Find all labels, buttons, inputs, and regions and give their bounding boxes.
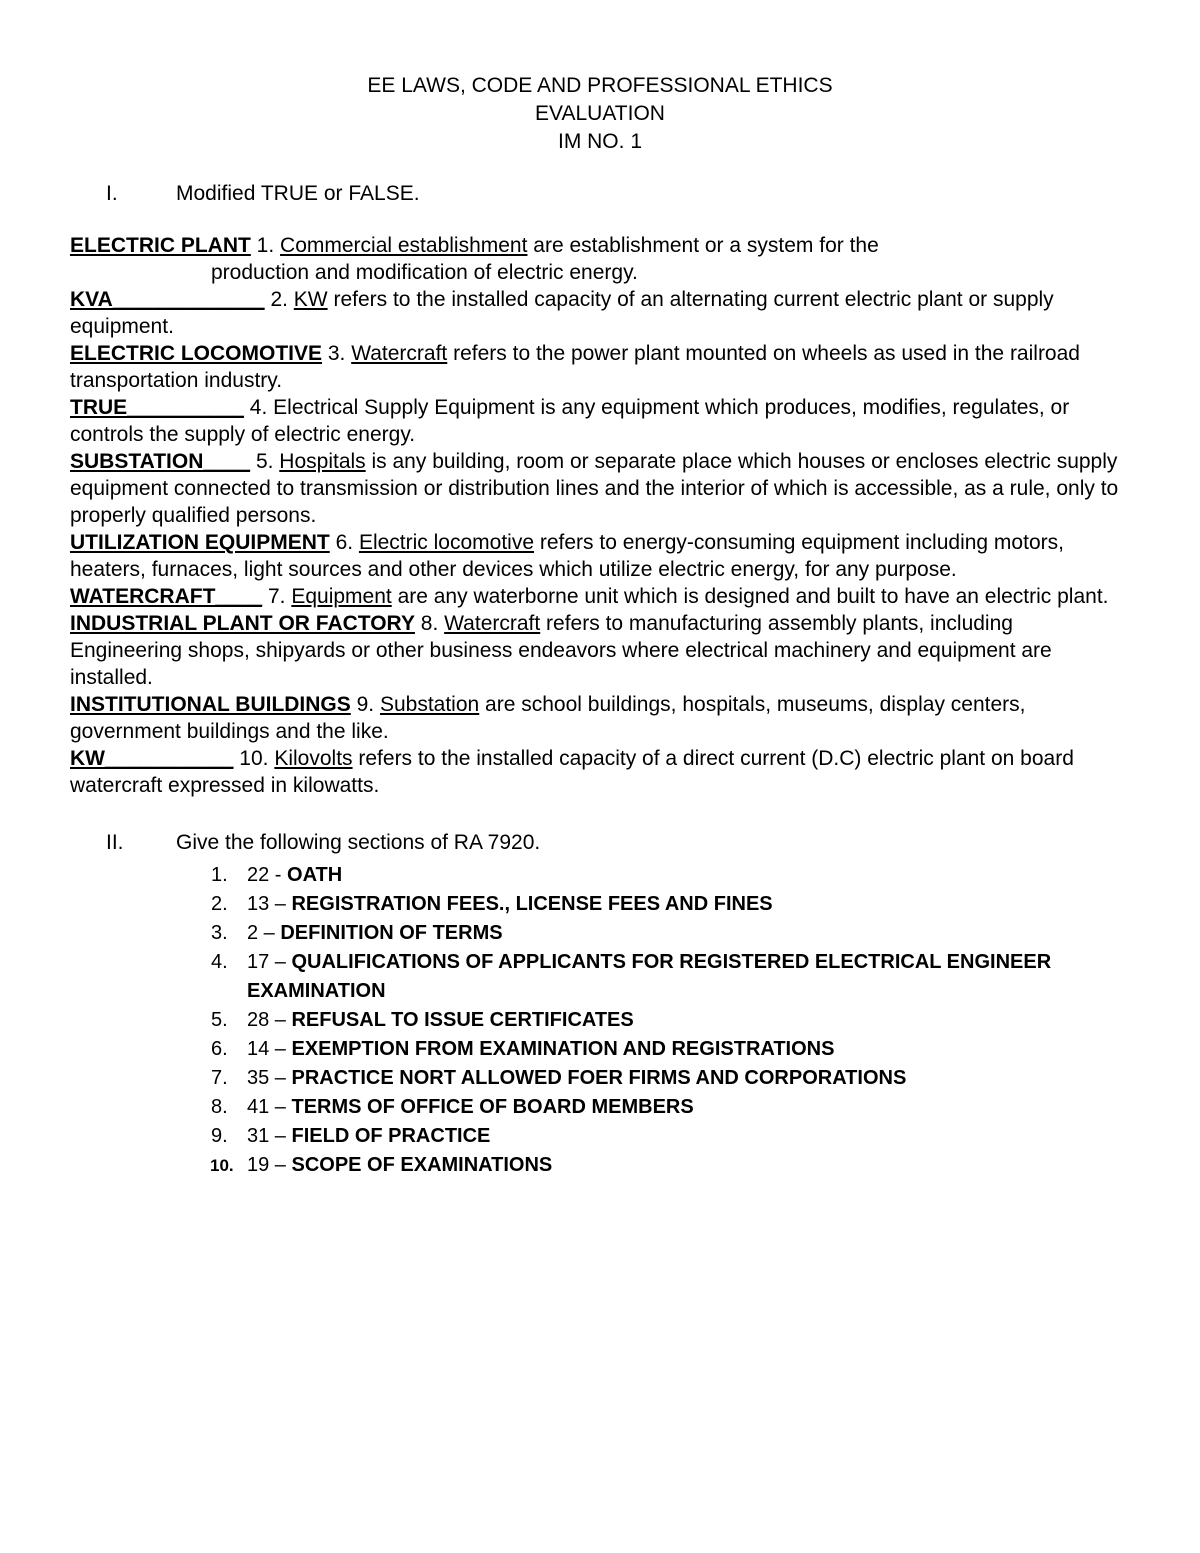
list-item-number: 7. [211, 1067, 228, 1089]
tf-answer: SUBSTATION____ [70, 450, 251, 473]
tf-item [70, 529, 1130, 583]
list-item-number: 2. [211, 893, 228, 915]
section-title: FIELD OF PRACTICE [291, 1125, 491, 1147]
ra7920-sections-list [70, 861, 1130, 1180]
tf-answer: ELECTRIC PLANT [70, 234, 251, 257]
list-item-number: 6. [211, 1038, 228, 1060]
list-item [70, 1035, 1130, 1064]
tf-term: Hospitals [279, 450, 366, 473]
tf-number: 10. [233, 747, 275, 770]
list-item [70, 1093, 1130, 1122]
section-title: PRACTICE NORT ALLOWED FOER FIRMS AND CORPORATIONS [291, 1067, 907, 1089]
tf-number: 6. [329, 531, 359, 554]
list-item [70, 890, 1130, 919]
section-code: 2 – [247, 922, 281, 944]
section-2-numeral: II. [106, 831, 124, 854]
tf-statement: is any building, room or separate place which houses or encloses electric supply equipment connected to transmission or distribution lines and the interior of which is accessible, as a rule, only to properly qualified persons. [70, 450, 1119, 527]
tf-answer: TRUE__________ [70, 396, 244, 419]
tf-answer: INDUSTRIAL PLANT OR FACTORY [70, 612, 415, 635]
tf-item [70, 610, 1130, 691]
tf-statement: Electrical Supply Equipment is any equipment which produces, modifies, regulates, or controls the supply of electric energy. [70, 396, 1070, 446]
tf-number: 2. [264, 288, 294, 311]
section-title: REFUSAL TO ISSUE CERTIFICATES [291, 1009, 634, 1031]
section-2-title: Give the following sections of RA 7920. [176, 831, 541, 854]
tf-item [70, 691, 1130, 745]
section-code: 19 – [247, 1154, 292, 1176]
tf-term: Commercial establishment [280, 234, 528, 257]
tf-answer: KW___________ [70, 747, 234, 770]
tf-statement: are establishment or a system for the [527, 234, 879, 257]
list-item [70, 1006, 1130, 1035]
tf-item [70, 745, 1130, 799]
section-title: EXEMPTION FROM EXAMINATION AND REGISTRATIONS [291, 1038, 835, 1060]
section-code: 17 – [247, 951, 292, 973]
tf-statement: refers to the installed capacity of an alternating current electric plant or supply equipment. [70, 288, 1054, 338]
section-1-heading [70, 180, 1130, 208]
tf-item [70, 232, 1130, 286]
tf-answer: UTILIZATION EQUIPMENT [70, 531, 330, 554]
list-item-number: 1. [211, 864, 228, 886]
list-item-number: 9. [211, 1125, 228, 1147]
section-title: SCOPE OF EXAMINATIONS [291, 1154, 553, 1176]
list-item [70, 1064, 1130, 1093]
section-title: DEFINITION OF TERMS [280, 922, 503, 944]
list-item-number: 10. [210, 1156, 234, 1175]
tf-statement: are school buildings, hospitals, museums, display centers, government buildings and the like. [70, 693, 1026, 743]
document-header [70, 72, 1130, 156]
true-false-items [70, 232, 1130, 799]
tf-term: Equipment [291, 585, 392, 608]
tf-number: 3. [322, 342, 352, 365]
header-title: EE LAWS, CODE AND PROFESSIONAL ETHICS [367, 74, 833, 97]
tf-number: 5. [250, 450, 280, 473]
section-code: 35 – [247, 1067, 292, 1089]
tf-term: KW [293, 288, 328, 311]
header-im-number: IM NO. 1 [557, 130, 642, 153]
tf-statement: refers to the power plant mounted on wheels as used in the railroad transportation industry. [70, 342, 1080, 392]
tf-item [70, 583, 1130, 610]
tf-item [70, 394, 1130, 448]
tf-item [70, 286, 1130, 340]
section-title: REGISTRATION FEES., LICENSE FEES AND FINES [291, 893, 773, 915]
tf-answer: KVA_____________ [70, 288, 265, 311]
tf-number: 7. [262, 585, 292, 608]
tf-number: 4. [243, 396, 274, 419]
header-subtitle: EVALUATION [535, 102, 665, 125]
tf-item [70, 340, 1130, 394]
tf-term: Kilovolts [274, 747, 353, 770]
tf-answer: WATERCRAFT____ [70, 585, 263, 608]
tf-statement-continued: production and modification of electric energy. [211, 261, 638, 284]
section-code: 14 – [247, 1038, 292, 1060]
list-item-number: 8. [211, 1096, 228, 1118]
tf-answer: INSTITUTIONAL BUILDINGS [70, 693, 351, 716]
section-code: 31 – [247, 1125, 292, 1147]
list-item [70, 919, 1130, 948]
list-item [70, 1151, 1130, 1180]
tf-answer: ELECTRIC LOCOMOTIVE [70, 342, 322, 365]
section-code: 41 – [247, 1096, 292, 1118]
tf-number: 8. [414, 612, 445, 635]
tf-number: 1. [256, 234, 281, 257]
section-code: 22 - [247, 864, 288, 886]
tf-item [70, 448, 1130, 529]
document-page [70, 70, 1130, 1180]
tf-statement: refers to manufacturing assembly plants, including Engineering shops, shipyards or other business endeavors where electrical machinery and equipment are installed. [70, 612, 1052, 689]
section-2-heading [70, 829, 1130, 857]
tf-statement: refers to the installed capacity of a direct current (D.C) electric plant on board watercraft expressed in kilowatts. [70, 747, 1074, 797]
list-item [70, 948, 1130, 1006]
list-item [70, 861, 1130, 890]
section-title: TERMS OF OFFICE OF BOARD MEMBERS [291, 1096, 694, 1118]
tf-term: Watercraft [444, 612, 541, 635]
tf-term: Watercraft [351, 342, 448, 365]
tf-term: Substation [379, 693, 480, 716]
section-1-numeral: I. [106, 182, 118, 205]
section-1-title: Modified TRUE or FALSE. [176, 182, 420, 205]
tf-term: Electric locomotive [358, 531, 535, 554]
section-title: QUALIFICATIONS OF APPLICANTS FOR REGISTERED ELECTRICAL ENGINEER EXAMINATION [247, 951, 1052, 1002]
section-code: 28 – [247, 1009, 292, 1031]
list-item-number: 4. [211, 951, 228, 973]
tf-statement: are any waterborne unit which is designed and built to have an electric plant. [391, 585, 1109, 608]
list-item-number: 5. [211, 1009, 228, 1031]
list-item-number: 3. [211, 922, 228, 944]
section-title: OATH [287, 864, 343, 886]
tf-statement: refers to energy-consuming equipment including motors, heaters, furnaces, light sources and other devices which utilize electric energy, for any purpose. [70, 531, 1064, 581]
tf-number: 9. [350, 693, 380, 716]
section-code: 13 – [247, 893, 292, 915]
list-item [70, 1122, 1130, 1151]
